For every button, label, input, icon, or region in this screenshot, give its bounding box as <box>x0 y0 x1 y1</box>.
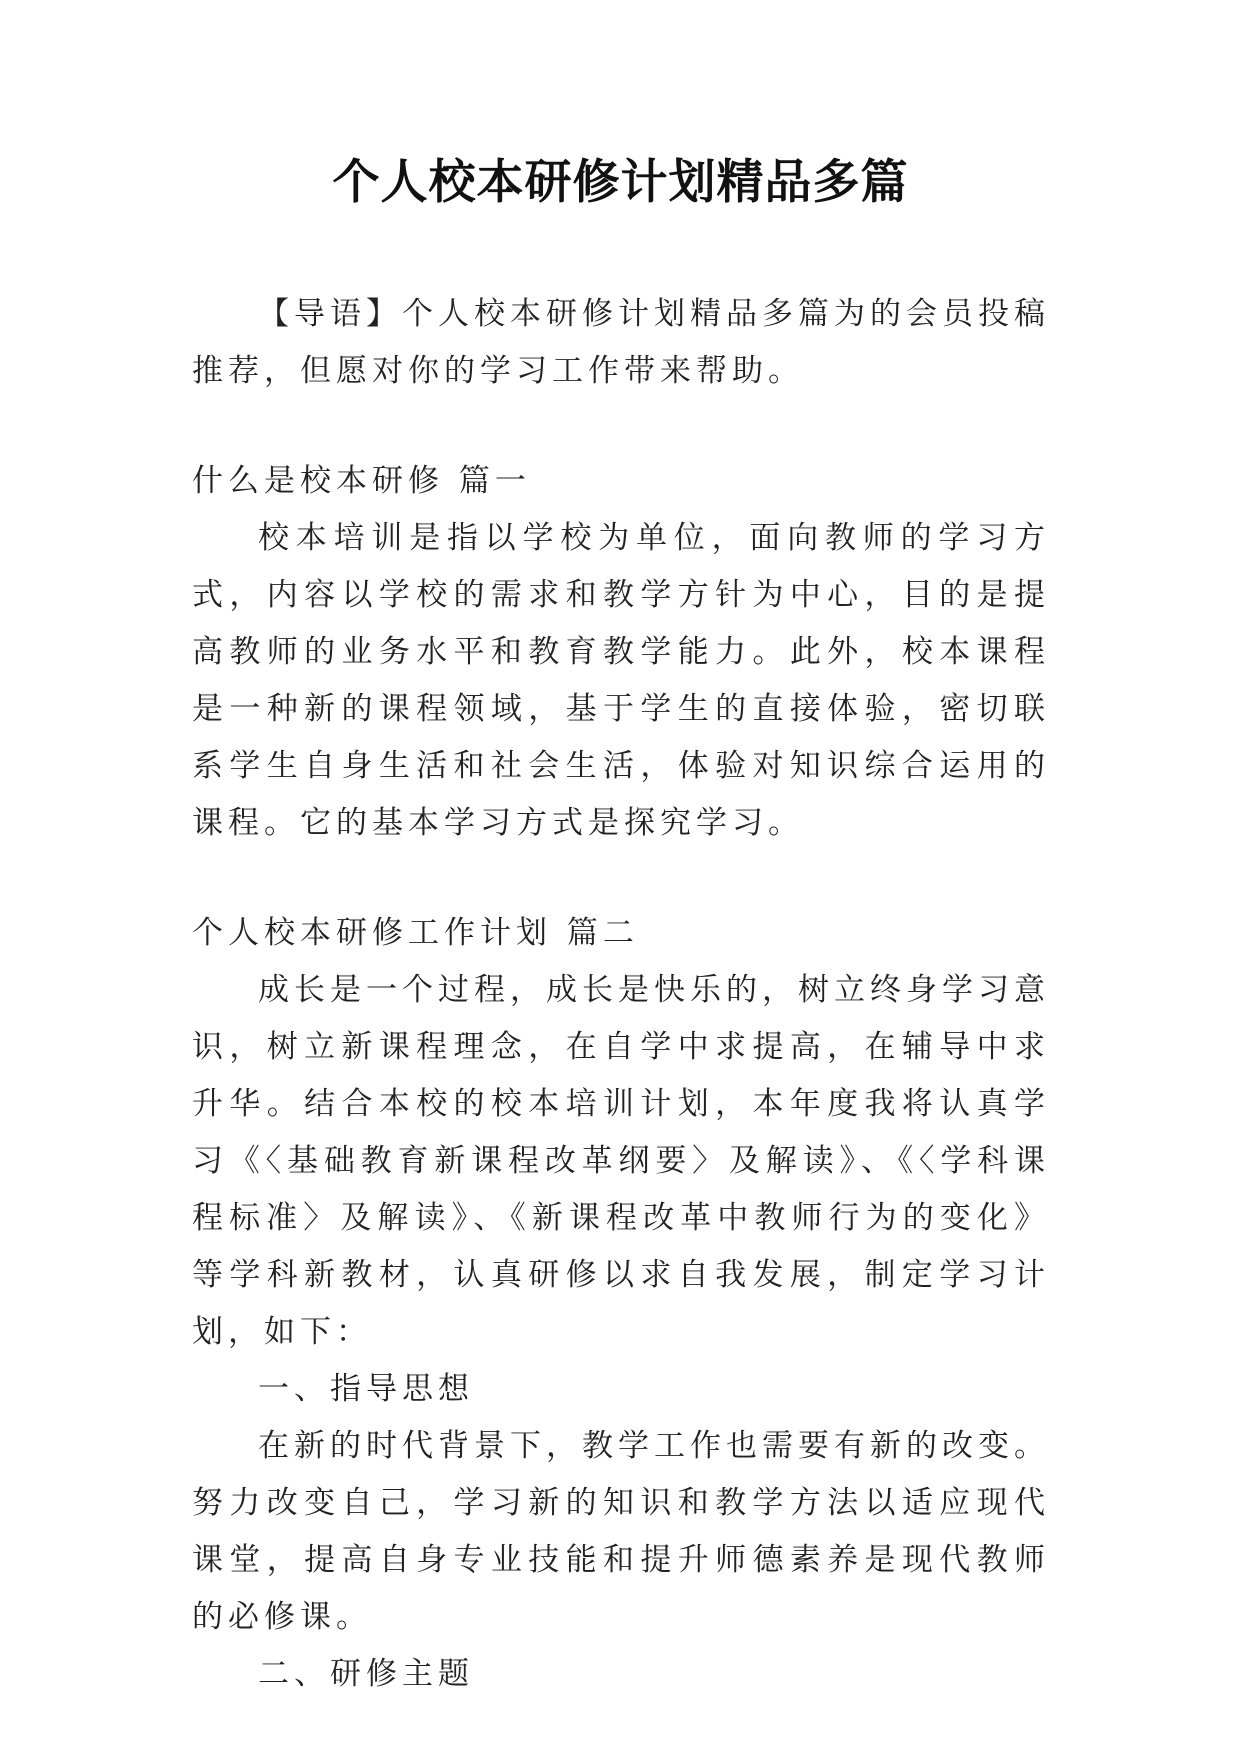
subheading-research-theme: 二、研修主题 <box>258 1656 474 1692</box>
section-2-paragraph-2: 在新的时代背景下，教学工作也需要有新的改变。努力改变自己，学习新的知识和教学方法以适应现代课堂，提高自身专业技能和提升师德素养是现代教师的必修课。 <box>192 1428 1050 1635</box>
document-body <box>192 286 1050 1703</box>
section-heading-2: 个人校本研修工作计划 篇二 <box>192 915 639 951</box>
document-title: 个人校本研修计划精品多篇 <box>332 155 909 210</box>
section-2-paragraph-1: 成长是一个过程，成长是快乐的，树立终身学习意识，树立新课程理念，在自学中求提高，在辅导中求升华。结合本校的校本培训计划，本年度我将认真学习《〈基础教育新课程改革纲要〉及解读》、《〈学科课程标准〉及解读》、《新课程改革中教师行为的变化》等学科新教材，认真研修以求自我发展，制定学习计划，如下： <box>192 972 1050 1350</box>
section-1-paragraph: 校本培训是指以学校为单位，面向教师的学习方式，内容以学校的需求和教学方针为中心，目的是提高教师的业务水平和教育教学能力。此外，校本课程是一种新的课程领域，基于学生的直接体验，密切联系学生自身生活和社会生活，体验对知识综合运用的课程。它的基本学习方式是探究学习。 <box>192 520 1050 841</box>
section-heading-1: 什么是校本研修 篇一 <box>192 463 531 499</box>
intro-paragraph: 【导语】个人校本研修计划精品多篇为的会员投稿推荐，但愿对你的学习工作带来帮助。 <box>192 296 1050 389</box>
spacer <box>192 400 1050 453</box>
subheading-guiding-thought: 一、指导思想 <box>258 1371 474 1407</box>
spacer <box>192 852 1050 905</box>
